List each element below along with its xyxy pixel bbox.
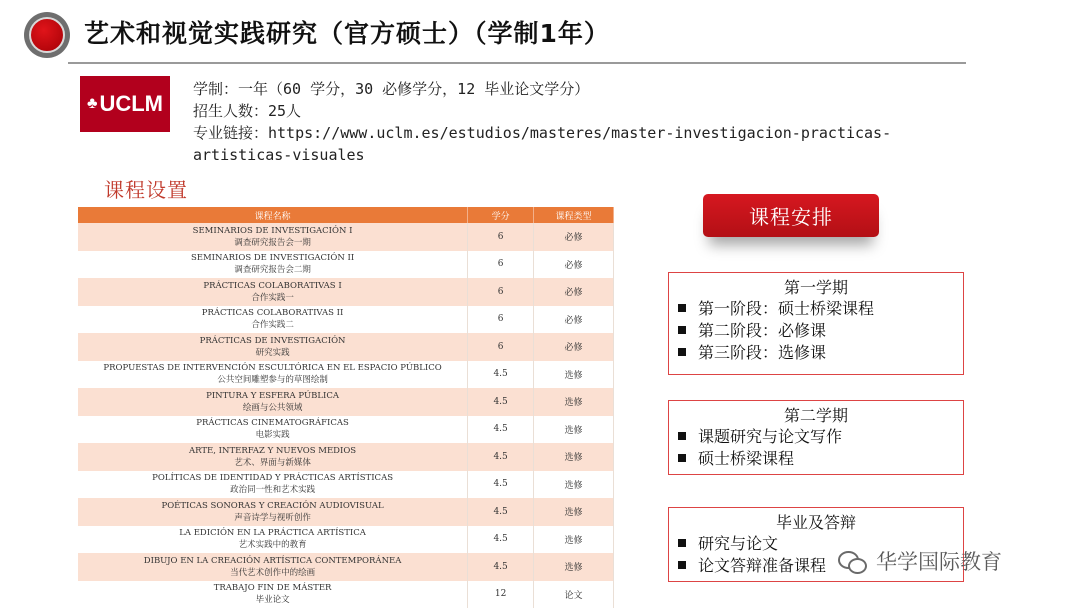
table-row (78, 498, 614, 526)
course-name-cn: 艺术、界面与新媒体 (234, 457, 311, 468)
course-name-cn: 合作实践一 (251, 292, 294, 303)
course-name-es: PRÁCTICAS COLABORATIVAS I (203, 280, 342, 291)
course-name-es: PRÁCTICAS COLABORATIVAS II (201, 308, 344, 319)
page-title: 艺术和视觉实践研究（官方硕士）（学制1年） (84, 19, 610, 48)
course-name-cn: 当代艺术创作中的绘画 (230, 567, 316, 578)
course-name-es: ARTE, INTERFAZ Y NUEVOS MEDIOS (189, 445, 357, 456)
course-name-cn: 合作实践二 (251, 320, 294, 331)
list-item: 第三阶段：选修课 (678, 342, 963, 364)
course-schedule-button[interactable]: 课程安排 (703, 194, 879, 237)
square-bullet-icon (678, 432, 686, 440)
title-bullet-icon (24, 12, 70, 58)
course-type-cell: 论文 (534, 581, 614, 608)
course-name-cell (78, 443, 468, 471)
table-row (78, 278, 614, 306)
watermark-text: 华学国际教育 (876, 550, 1002, 574)
course-table-header (78, 207, 614, 223)
course-name-cn: 研究实践 (255, 347, 290, 358)
list-item: 第二阶段：必修课 (678, 320, 963, 342)
list-item: 研究与论文 (678, 533, 963, 555)
wechat-icon (838, 549, 868, 573)
course-name-cell (78, 471, 468, 499)
course-name-cn: 调查研究报告会一期 (234, 237, 311, 248)
course-name-cn: 艺术实践中的教育 (238, 540, 307, 551)
course-name-es: DIBUJO EN LA CREACIÓN ARTÍSTICA CONTEMPORÁNEA (143, 555, 402, 566)
course-name-cn: 毕业论文 (255, 595, 290, 606)
course-credits-cell: 4.5 (468, 388, 534, 416)
table-row (78, 361, 614, 389)
table-row (78, 251, 614, 279)
course-type-cell: 选修 (534, 498, 614, 526)
uclm-logo: ♣ UCLM (80, 76, 170, 132)
course-name-cell (78, 498, 468, 526)
course-name-cell (78, 416, 468, 444)
course-credits-cell: 4.5 (468, 443, 534, 471)
info-link-line-1: 专业链接：https://www.uclm.es/estudios/masteres/master-investigacion-practicas- (193, 124, 892, 142)
card-title: 毕业及答辩 (775, 513, 856, 532)
course-name-cell (78, 223, 468, 251)
info-enrollment: 招生人数：25人 (193, 102, 302, 120)
course-name-cn: 电影实践 (255, 430, 290, 441)
course-name-es: SEMINARIOS DE INVESTIGACIÓN II (190, 253, 355, 264)
card-title: 第二学期 (783, 406, 848, 425)
course-name-es: POLÍTICAS DE IDENTIDAD Y PRÁCTICAS ARTÍSTICAS (152, 473, 394, 484)
course-name-cn: 绘画与公共领域 (242, 402, 303, 413)
course-name-es: POÉTICAS SONORAS Y CREACIÓN AUDIOVISUAL (161, 500, 384, 511)
table-row (78, 526, 614, 554)
course-type-cell: 必修 (534, 223, 614, 251)
course-name-es: LA EDICIÓN EN LA PRÁCTICA ARTÍSTICA (179, 528, 366, 539)
course-type-cell: 必修 (534, 306, 614, 334)
course-credits-cell: 4.5 (468, 553, 534, 581)
course-credits-cell: 4.5 (468, 416, 534, 444)
watermark (838, 546, 1002, 576)
table-row (78, 443, 614, 471)
square-bullet-icon (678, 348, 686, 356)
table-row (78, 306, 614, 334)
course-name-cell (78, 526, 468, 554)
table-row (78, 471, 614, 499)
course-credits-cell: 6 (468, 306, 534, 334)
course-type-cell: 必修 (534, 251, 614, 279)
course-name-cn: 公共空间雕塑参与的草图绘制 (217, 375, 328, 386)
course-type-cell: 选修 (534, 471, 614, 499)
course-name-es: TRABAJO FIN DE MÁSTER (213, 583, 332, 594)
table-row (78, 416, 614, 444)
course-type-cell: 选修 (534, 553, 614, 581)
square-bullet-icon (678, 454, 686, 462)
course-credits-cell: 6 (468, 333, 534, 361)
logo-text: UCLM (99, 91, 164, 116)
course-name-cell (78, 581, 468, 608)
list-item: 第一阶段：硕士桥梁课程 (678, 298, 963, 320)
course-credits-cell: 4.5 (468, 471, 534, 499)
course-name-cell (78, 278, 468, 306)
course-name-cell (78, 553, 468, 581)
course-name-cell (78, 333, 468, 361)
course-name-cn: 调查研究报告会二期 (234, 265, 311, 276)
header-course-type: 课程类型 (534, 207, 614, 223)
card-title: 第一学期 (783, 278, 848, 297)
course-credits-cell: 4.5 (468, 526, 534, 554)
course-name-es: PINTURA Y ESFERA PÚBLICA (206, 390, 340, 401)
list-item: 硕士桥梁课程 (678, 448, 963, 470)
course-credits-cell: 6 (468, 223, 534, 251)
semester-1-card (668, 272, 964, 375)
course-type-cell: 选修 (534, 388, 614, 416)
header-credits: 学分 (468, 207, 534, 223)
list-item: 课题研究与论文写作 (678, 426, 963, 448)
program-info (193, 78, 993, 166)
table-row (78, 581, 614, 608)
course-name-cell (78, 306, 468, 334)
semester-2-card (668, 400, 964, 475)
course-name-cell (78, 361, 468, 389)
course-name-cn: 政治同一性和艺术实践 (230, 485, 316, 496)
table-row (78, 388, 614, 416)
table-row (78, 223, 614, 251)
course-type-cell: 选修 (534, 443, 614, 471)
course-name-cn: 声音诗学与视听创作 (234, 512, 311, 523)
course-credits-cell: 12 (468, 581, 534, 608)
course-type-cell: 选修 (534, 416, 614, 444)
square-bullet-icon (678, 326, 686, 334)
course-table (78, 207, 614, 608)
courses-section-title: 课程设置 (104, 178, 188, 202)
course-name-cell (78, 251, 468, 279)
course-name-es: PROPUESTAS DE INTERVENCIÓN ESCULTÓRICA EN EL ESPACIO PÚBLICO (103, 363, 442, 374)
square-bullet-icon (678, 561, 686, 569)
course-type-cell: 必修 (534, 333, 614, 361)
info-duration: 学制：一年（60 学分，30 必修学分，12 毕业论文学分） (193, 80, 590, 98)
course-name-es: PRÁCTICAS CINEMATOGRÁFICAS (196, 418, 349, 429)
info-link-line-2: artisticas-visuales (193, 146, 365, 164)
table-row (78, 553, 614, 581)
course-name-es: SEMINARIOS DE INVESTIGACIÓN I (192, 225, 353, 236)
course-name-es: PRÁCTICAS DE INVESTIGACIÓN (199, 335, 346, 346)
square-bullet-icon (678, 539, 686, 547)
course-type-cell: 选修 (534, 526, 614, 554)
table-row (78, 333, 614, 361)
title-divider (68, 62, 966, 64)
course-credits-cell: 4.5 (468, 361, 534, 389)
header-course-name: 课程名称 (78, 207, 468, 223)
course-name-cell (78, 388, 468, 416)
course-credits-cell: 6 (468, 251, 534, 279)
square-bullet-icon (678, 304, 686, 312)
course-credits-cell: 6 (468, 278, 534, 306)
course-credits-cell: 4.5 (468, 498, 534, 526)
course-type-cell: 必修 (534, 278, 614, 306)
course-type-cell: 选修 (534, 361, 614, 389)
list-item: 论文答辩准备课程 (678, 555, 963, 577)
